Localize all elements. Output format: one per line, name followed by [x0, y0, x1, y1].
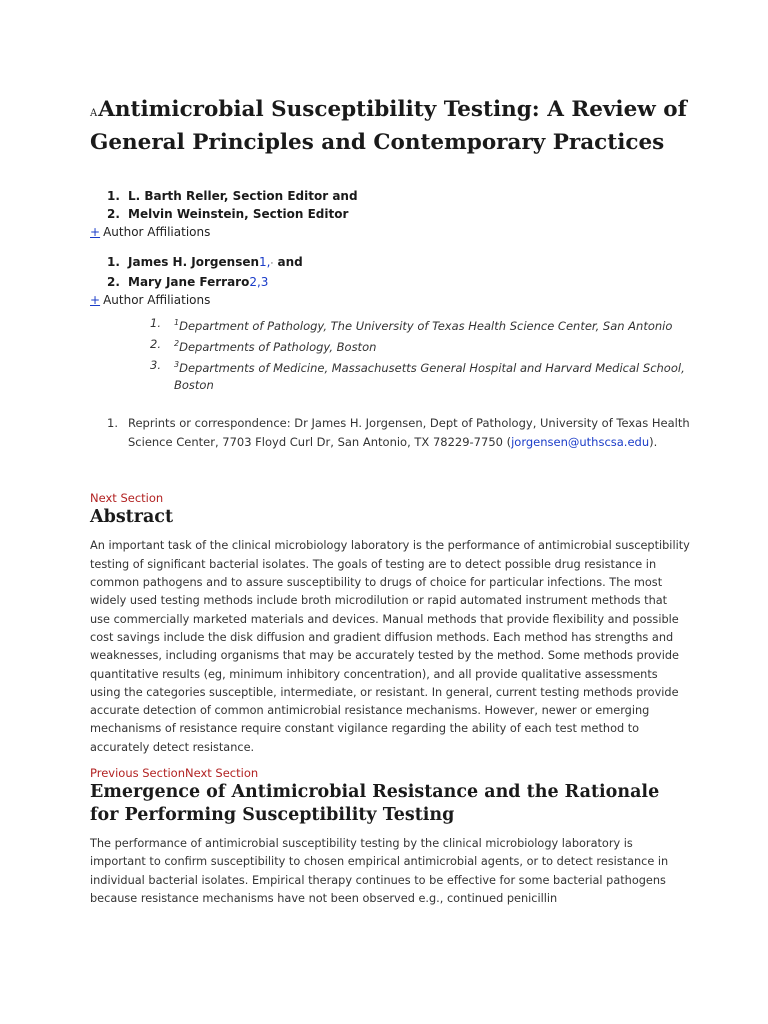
affiliation-sup: 2: [174, 338, 180, 348]
title-prefix: A: [90, 108, 98, 119]
emergence-section: [90, 765, 690, 908]
next-section-link[interactable]: Next Section: [90, 491, 164, 506]
abstract-text: An important task of the clinical microbiology laboratory is the performance of antimicrobial susceptibility testing of significant bacterial isolates. The goals of testing are to detect possible drug resistance in common pathogens and to assure susceptibility to drugs of choice for particular infections. The most widely used testing methods include broth microdilution or rapid automated instrument methods that use commercially marketed materials and devices. Manual methods that provide flexibility and possible cost savings include the disk diffusion and gradient diffusion methods. Each method has strengths and weaknesses, including organisms that may be accurately tested by the method. Some methods provide quantitative results (eg, minimum inhibitory concentration), and all provide qualitative assessments using the categories susceptible, intermediate, or resistant. In general, current testing methods provide accurate detection of common antimicrobial resistance mechanisms. However, newer or emerging mechanisms of resistance require constant vigilance regarding the ability of each test method to accurately detect resistance.: [90, 539, 690, 754]
editor-name: L. Barth Reller, Section Editor and: [128, 189, 358, 203]
list-number: 2.: [107, 207, 120, 221]
article-title: [90, 95, 690, 157]
affiliation-text: Department of Pathology, The University of Texas Health Science Center, San Antonio: [179, 318, 673, 333]
reprints-note: [90, 414, 690, 452]
next-section-link[interactable]: Next Section: [184, 766, 259, 781]
emergence-heading: Emergence of Antimicrobial Resistance and the Rationale for Performing Susceptibility Testing: [90, 782, 660, 826]
author-affiliations-toggle[interactable]: [90, 291, 690, 309]
expand-plus-icon[interactable]: +: [90, 293, 101, 307]
author-refs-link[interactable]: 2,3: [249, 275, 269, 289]
reprints-text: Reprints or correspondence: Dr James H. Jorgensen, Dept of Pathology, University of Texas Health Science Center, 7703 Floyd Curl Dr, San Antonio, TX 78229-7750 (: [128, 416, 690, 450]
email-link[interactable]: jorgensen@uthscsa.edu: [511, 435, 650, 450]
reprints-close: ).: [649, 435, 658, 450]
title-text: Antimicrobial Susceptibility Testing: A Review of General Principles and Contemporary Practices: [90, 97, 687, 155]
author-name: James H. Jorgensen: [128, 255, 260, 269]
author-item: [90, 273, 690, 291]
affiliation-sup: 1: [174, 318, 180, 327]
affiliations-label: Author Affiliations: [103, 293, 211, 307]
editor-item: [90, 205, 690, 223]
abstract-heading: Abstract: [90, 507, 174, 528]
article-page: [90, 95, 690, 908]
editor-item: [90, 187, 690, 205]
affiliation-text: Departments of Pathology, Boston: [179, 339, 377, 354]
list-number: 1.: [150, 316, 161, 330]
author-name: Mary Jane Ferraro: [128, 275, 250, 289]
affiliation-item: [150, 314, 690, 335]
list-number: 3.: [150, 357, 161, 372]
author-suffix: and: [273, 255, 303, 269]
author-list: [90, 253, 690, 291]
author-mark: ·: [270, 259, 274, 269]
section-nav: [90, 765, 690, 781]
affiliation-item: [150, 356, 690, 395]
author-item: [90, 253, 690, 273]
emergence-text: The performance of antimicrobial susceptibility testing by the clinical microbiology laboratory is important to confirm susceptibility to chosen empirical antimicrobial agents, or to detect resistance in individual bacterial isolates. Empirical therapy continues to be effective for some bacterial pathogens because resistance mechanisms have not been observed e.g., continued penicillin: [90, 837, 669, 905]
list-number: 1.: [107, 189, 120, 203]
affiliation-list: [90, 314, 690, 394]
previous-section-link[interactable]: Previous Section: [90, 766, 185, 781]
affiliation-text: Departments of Medicine, Massachusetts General Hospital and Harvard Medical School, Boston: [174, 360, 685, 393]
affiliations-label: Author Affiliations: [103, 225, 211, 239]
affiliation-item: [150, 335, 690, 356]
list-number: 1.: [107, 255, 120, 269]
list-number: 2.: [107, 275, 120, 289]
editor-name: Melvin Weinstein, Section Editor: [128, 207, 349, 221]
abstract-section: [90, 490, 690, 757]
author-refs-link[interactable]: 1,: [259, 255, 271, 269]
list-number: 2.: [150, 336, 161, 351]
expand-plus-icon[interactable]: +: [90, 225, 101, 239]
editor-list: [90, 187, 690, 223]
affiliation-sup: 3: [174, 359, 180, 369]
editor-affiliations-toggle[interactable]: [90, 223, 690, 241]
list-number: 1.: [107, 416, 118, 431]
